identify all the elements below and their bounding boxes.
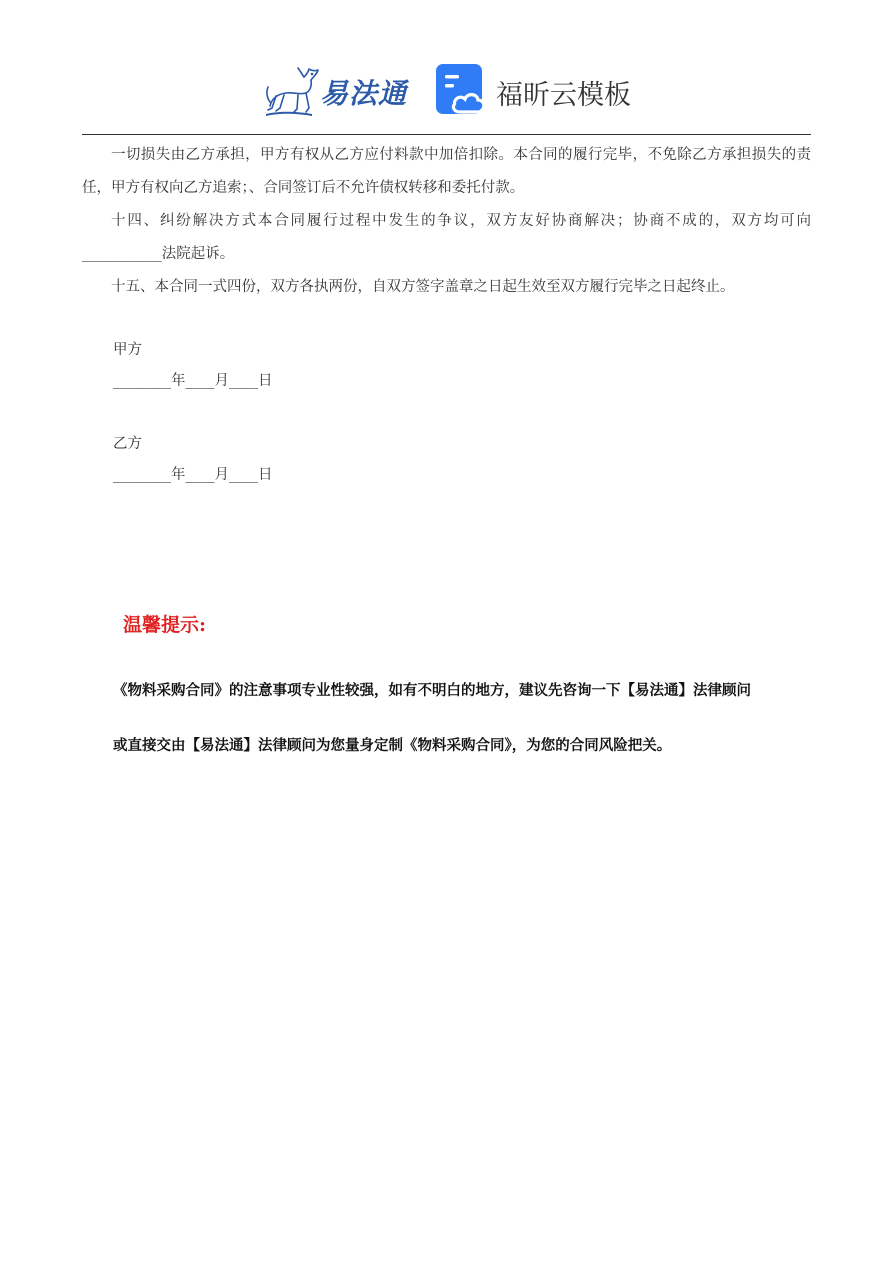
party-b-date: ________年____月____日 [113, 467, 273, 483]
tip-title: 温馨提示: [123, 614, 207, 636]
party-a-date: ________年____月____日 [113, 373, 273, 389]
tip-body [113, 663, 813, 773]
tip-line: 或直接交由【易法通】法律顾问为您量身定制《物料采购合同》，为您的合同风险把关。 [113, 737, 672, 754]
contract-paragraph: 十五、本合同一式四份，双方各执两份，自双方签字盖章之日起生效至双方履行完毕之日起终止。 [111, 279, 735, 295]
party-a-label: 甲方 [113, 342, 142, 358]
yifatong-logo-text: 易法通 [320, 77, 408, 110]
party-b-label: 乙方 [113, 436, 142, 452]
tip-line: 《物料采购合同》的注意事项专业性较强，如有不明白的地方，建议先咨询一下【易法通】法律顾问 [113, 682, 751, 699]
header-divider [82, 134, 811, 135]
contract-body [82, 139, 811, 304]
page-header [0, 58, 893, 122]
contract-paragraph: 一切损失由乙方承担，甲方有权从乙方应付料款中加倍扣除。本合同的履行完毕，不免除乙方承担损失的责任，甲方有权向乙方追索；、合同签订后不允许债权转移和委托付款。 [82, 147, 811, 196]
fuxin-logo [436, 64, 636, 120]
fuxin-logo-text: 福昕云模板 [496, 80, 631, 111]
document-cloud-icon [436, 64, 488, 118]
contract-paragraph: 十四、纠纷解决方式本合同履行过程中发生的争议，双方友好协商解决；协商不成的，双方均可向___________法院起诉。 [82, 213, 811, 262]
yifatong-logo [262, 62, 414, 118]
qilin-mascot-icon [262, 62, 324, 118]
